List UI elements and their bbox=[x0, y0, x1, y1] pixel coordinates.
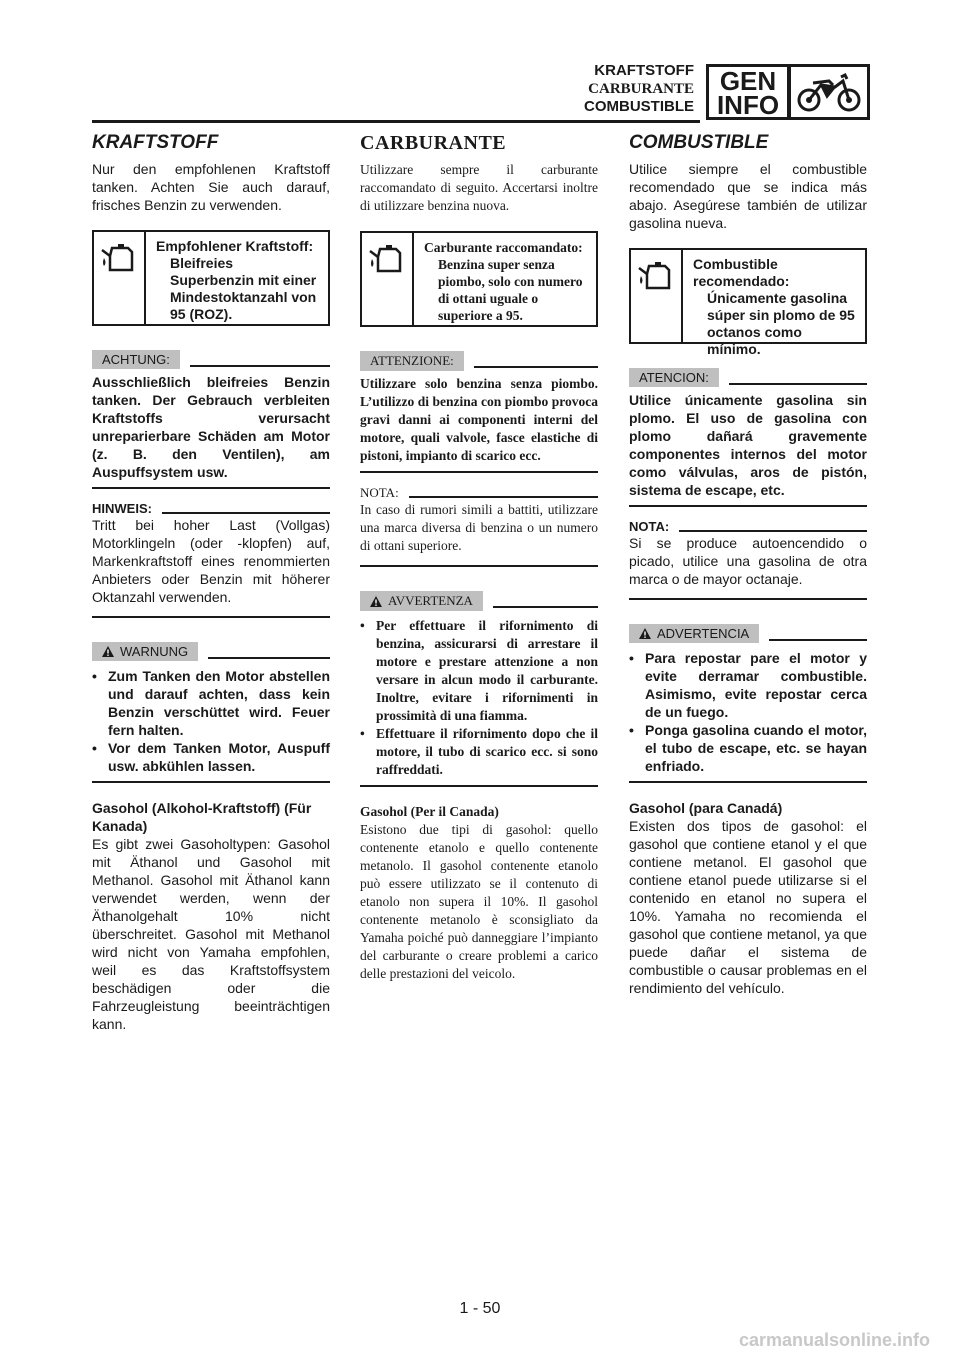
warning-header-de bbox=[92, 642, 330, 661]
gasohol-heading-es: Gasohol (para Canadá) bbox=[629, 800, 783, 816]
fuel-box-es bbox=[629, 248, 867, 357]
heading-it: CARBURANTE bbox=[360, 132, 507, 154]
section-title-de: KRAFTSTOFF bbox=[594, 62, 694, 79]
warning-triangle-icon bbox=[102, 646, 114, 657]
section-title-block bbox=[584, 62, 694, 116]
column-german bbox=[92, 132, 330, 1033]
caution-text-de: Ausschließlich bleifreies Benzin tanken. Der Gebrauch verbleiten Kraftstoffs verursacht unreparierbare Schäden am Motor (z. B. den Ventilen), am Auspuffsystem usw. bbox=[92, 374, 330, 480]
intro-es: Utilice siempre el combustible recomendado que se indica más abajo. Asegúrese también de utilizar gasolina nueva. bbox=[629, 161, 867, 231]
caution-text-es: Utilice únicamente gasolina sin plomo. El uso de gasolina con plomo dañará gravemente componentes internos del motor como válvulas, aros de pistón, sistema de escape, etc. bbox=[629, 392, 867, 498]
caution-tag-es: ATENCION: bbox=[629, 368, 719, 387]
caution-header-de bbox=[92, 350, 330, 369]
list-item: • Ponga gasolina cuando el motor, el tubo de escape, etc. se hayan enfriado. bbox=[629, 721, 867, 775]
note-header-es bbox=[629, 519, 867, 534]
intro-de: Nur den empfohlenen Kraftstoff tanken. Achten Sie auch darauf, frisches Benzin zu verwenden. bbox=[92, 161, 330, 213]
note-text-it: In caso di rumori simili a battiti, utilizzare una marca diversa di benzina o un numero di ottani superiore. bbox=[360, 502, 598, 553]
fuel-label-it: Carburante raccomandato: bbox=[424, 240, 583, 255]
warning-list-es bbox=[629, 649, 867, 775]
warning-header-es bbox=[629, 624, 867, 643]
badge-line-2: INFO bbox=[716, 90, 780, 120]
warning-triangle-icon bbox=[639, 628, 651, 639]
warning-label-it: AVVERTENZA bbox=[388, 593, 473, 608]
list-item: • Per effettuare il rifornimento di benzina, assicurarsi di arrestare il motore e prestare attenzione a non versare in alcun modo il carburante. Inoltre, evitare i rifornimenti in prossimità di una fiamma. bbox=[360, 617, 598, 725]
note-text-es: Si se produce autoencendido o picado, utilice una gasolina de otra marca o de mayor octanaje. bbox=[629, 535, 867, 587]
gasohol-heading-de: Gasohol (Alkohol-Kraftstoff) (Für Kanada) bbox=[92, 800, 312, 834]
fuel-value-es: Únicamente gasolina súper sin plomo de 95 octanos como mínimo. bbox=[707, 290, 855, 357]
badge-line-1: GEN bbox=[719, 66, 777, 96]
gasohol-text-es: Existen dos tipos de gasohol: el gasohol que contiene etanol y el que contiene metanol. El gasohol que contiene etanol puede utilizarse si el contenido en etanol no supera el 10%. Yamaha no recomienda el gasohol que contiene metanol, ya que puede dañar el sistema de combustible o causar problemas en el rendimiento del vehículo. bbox=[629, 818, 867, 996]
watermark bbox=[0, 1330, 960, 1351]
caution-header-es bbox=[629, 368, 867, 387]
fuel-can-icon bbox=[631, 250, 683, 342]
fuel-box-de bbox=[92, 230, 330, 326]
warning-tag-es bbox=[629, 624, 759, 643]
watermark-text: carmanualsonline.info bbox=[738, 1330, 930, 1350]
section-title-es: COMBUSTIBLE bbox=[584, 98, 694, 115]
warning-triangle-icon bbox=[370, 596, 382, 607]
motorcycle-icon bbox=[791, 67, 867, 117]
caution-tag-de: ACHTUNG: bbox=[92, 350, 180, 369]
heading-de: KRAFTSTOFF bbox=[92, 132, 219, 153]
note-header-it bbox=[360, 485, 598, 501]
column-italian bbox=[360, 132, 598, 983]
fuel-box-it bbox=[360, 231, 598, 327]
fuel-label-de: Empfohlener Kraftstoff: bbox=[156, 238, 314, 254]
note-label-es: NOTA: bbox=[629, 519, 670, 534]
note-label-it: NOTA: bbox=[360, 485, 399, 500]
list-item: • Vor dem Tanken Motor, Auspuff usw. abkühlen lassen. bbox=[92, 739, 330, 775]
warning-tag-it bbox=[360, 591, 483, 611]
fuel-value-de: Bleifreies Superbenzin mit einer Mindestoktanzahl von 95 (ROZ). bbox=[170, 255, 317, 322]
warning-label-de: WARNUNG bbox=[120, 644, 189, 659]
intro-it: Utilizzare sempre il carburante raccomandato di seguito. Accertarsi inoltre di utilizzare benzina nuova. bbox=[360, 162, 598, 213]
warning-tag-de bbox=[92, 642, 198, 661]
fuel-label-es: Combustible recomendado: bbox=[693, 256, 790, 289]
note-label-de: HINWEIS: bbox=[92, 501, 152, 516]
gasohol-text-it: Esistono due tipi di gasohol: quello contenente etanolo e quello contenente metanolo. Il gasohol contenente etanolo può essere utilizzato se il contenuto di etanolo non supera il 10%. Il gasohol contenente metanolo è sconsigliato da Yamaha poiché può danneggiare l’impianto del carburante o creare problemi a carico delle prestazioni del veicolo. bbox=[360, 822, 598, 981]
heading-es: COMBUSTIBLE bbox=[629, 132, 769, 153]
warning-label-es: ADVERTENCIA bbox=[657, 626, 750, 641]
fuel-can-icon bbox=[94, 232, 146, 324]
list-item: • Effettuare il rifornimento dopo che il motore, il tubo di scarico ecc. si sono raffreddati. bbox=[360, 725, 598, 779]
caution-header-it bbox=[360, 351, 598, 371]
note-header-de bbox=[92, 501, 330, 516]
fuel-value-it: Benzina super senza piombo, solo con numero di ottani uguale o superiore a 95. bbox=[438, 257, 583, 323]
section-title-it: CARBURANTE bbox=[588, 81, 694, 97]
warning-list-de bbox=[92, 667, 330, 775]
list-item: • Para repostar pare el motor y evite derramar combustible. Asimismo, evite repostar cerca de un fuego. bbox=[629, 649, 867, 721]
caution-text-it: Utilizzare solo benzina senza piombo. L’utilizzo di benzina con piombo provoca gravi danni ai componenti interni del motore, quali valvole, fasce elastiche di pistoni, impianto di scarico ecc. bbox=[360, 376, 598, 463]
column-spanish bbox=[629, 132, 867, 997]
caution-tag-it: ATTENZIONE: bbox=[360, 351, 464, 371]
gen-info-badge bbox=[706, 64, 790, 120]
gasohol-heading-it: Gasohol (Per il Canada) bbox=[360, 804, 499, 819]
fuel-can-icon bbox=[362, 233, 414, 325]
warning-list-it bbox=[360, 617, 598, 779]
header-rule bbox=[92, 120, 700, 123]
list-item: • Zum Tanken den Motor abstellen und darauf achten, dass kein Benzin verschüttet wird. Feuer fern halten. bbox=[92, 667, 330, 739]
note-text-de: Tritt bei hoher Last (Vollgas) Motorklingeln (oder -klopfen) auf, Markenkraftstoff eines renommierten Anbieters oder Benzin mit höherer Oktanzahl verwenden. bbox=[92, 517, 330, 605]
motorcycle-badge bbox=[788, 64, 870, 120]
gasohol-text-de: Es gibt zwei Gasoholtypen: Gasohol mit Äthanol und Gasohol mit Methanol. Gasohol mit Äthanol kann verwendet werden, wenn der Äthanolgehalt 10% nicht überschreitet. Gasohol mit Methanol wird nicht von Yamaha empfohlen, weil es das Kraftstoffsystem beschädigen oder die Fahrzeugleistung beeinträchtigen kann. bbox=[92, 836, 330, 1032]
warning-header-it bbox=[360, 591, 598, 611]
page-number: 1 - 50 bbox=[459, 1300, 501, 1317]
